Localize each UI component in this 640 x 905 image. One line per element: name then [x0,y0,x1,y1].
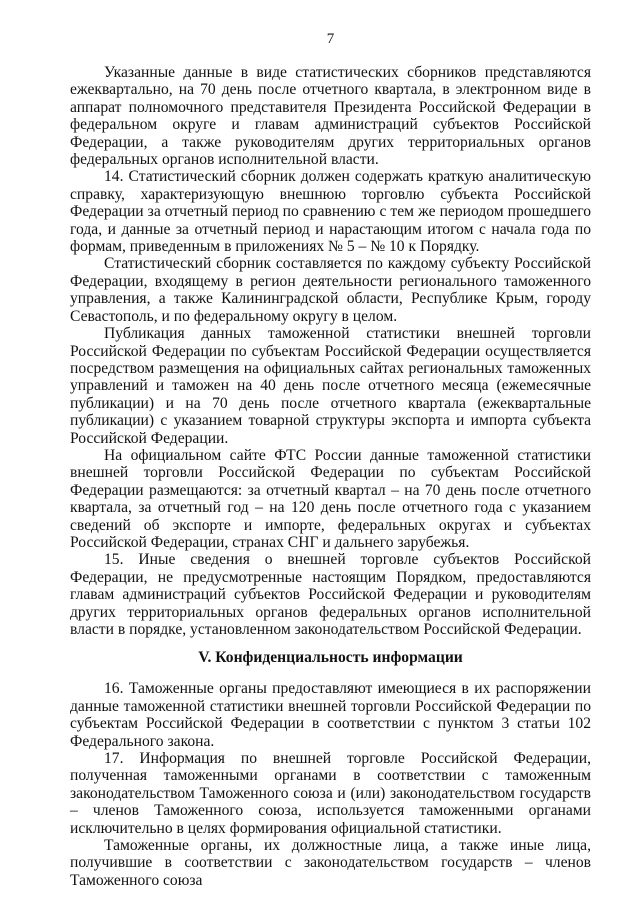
paragraph-customs-officials: Таможенные органы, их должностные лица, а также иные лица, получившие в соответствии с законодательством государств – членов Таможенного союза [70,837,591,889]
paragraph-item-16: 16. Таможенные органы предоставляют имеющиеся в их распоряжении данные таможенной статистики внешней торговли Российской Федерации по субъектам Российской Федерации в соответствии с пунктом 3 статьи 102 Федерального закона. [70,680,591,750]
paragraph-statistics-collections: Указанные данные в виде статистических сборников представляются ежеквартально, на 70 день после отчетного квартала, в электронном виде в аппарат полномочного представителя Президента Российской Федерации в федеральном округе и главам администраций субъектов Российской Федерации, а также руководителям других территориальных органов федеральных органов исполнительной власти. [70,64,591,169]
paragraph-item-14: 14. Статистический сборник должен содержать краткую аналитическую справку, характеризующую внешнюю торговлю субъекта Российской Федерации за отчетный период по сравнению с тем же периодом прошедшего года, и данные за отчетный период и нарастающим итогом с начала года по формам, приведенным в приложениях № 5 – № 10 к Порядку. [70,168,591,256]
paragraph-item-15: 15. Иные сведения о внешней торговле субъектов Российской Федерации, не предусмотренные настоящим Порядком, предоставляются главам администраций субъектов Российской Федерации и руководителям других территориальных органов федеральных органов исполнительной власти в порядке, установленном законодательством Российской Федерации. [70,551,591,638]
paragraph-collection-per-subject: Статистический сборник составляется по каждому субъекту Российской Федерации, входящему в регион деятельности регионального таможенного управления, а также Калининградской области, Республике Крым, городу Севастополь, и по федеральному округу в целом. [70,255,591,325]
paragraph-fts-website: На официальном сайте ФТС России данные таможенной статистики внешней торговли Российской Федерации по субъектам Российской Федерации размещаются: за отчетный квартал – на 70 день после отчетного квартала, за отчетный год – на 120 день после отчетного года с указанием сведений об экспорте и импорте, федеральных округах и субъектах Российской Федерации, странах СНГ и дальнего зарубежья. [70,446,591,551]
paragraph-item-17: 17. Информация по внешней торговле Российской Федерации, полученная таможенными органами в соответствии с таможенным законодательством Таможенного союза и (или) законодательством государств – членов Таможенного союза, используется таможенными органами исключительно в целях формирования официальной статистики. [70,750,591,837]
paragraph-publication-regional: Публикация данных таможенной статистики внешней торговли Российской Федерации по субъектам Российской Федерации осуществляется посредством размещения на официальных сайтах региональных таможенных управлений и таможен на 40 день после отчетного месяца (ежемесячные публикации) и на 70 день после отчетного квартала (ежеквартальные публикации) с указанием товарной структуры экспорта и импорта субъекта Российской Федерации. [70,325,591,447]
section-heading-confidentiality: V. Конфиденциальность информации [198,649,463,667]
page-number: 7 [326,31,335,47]
